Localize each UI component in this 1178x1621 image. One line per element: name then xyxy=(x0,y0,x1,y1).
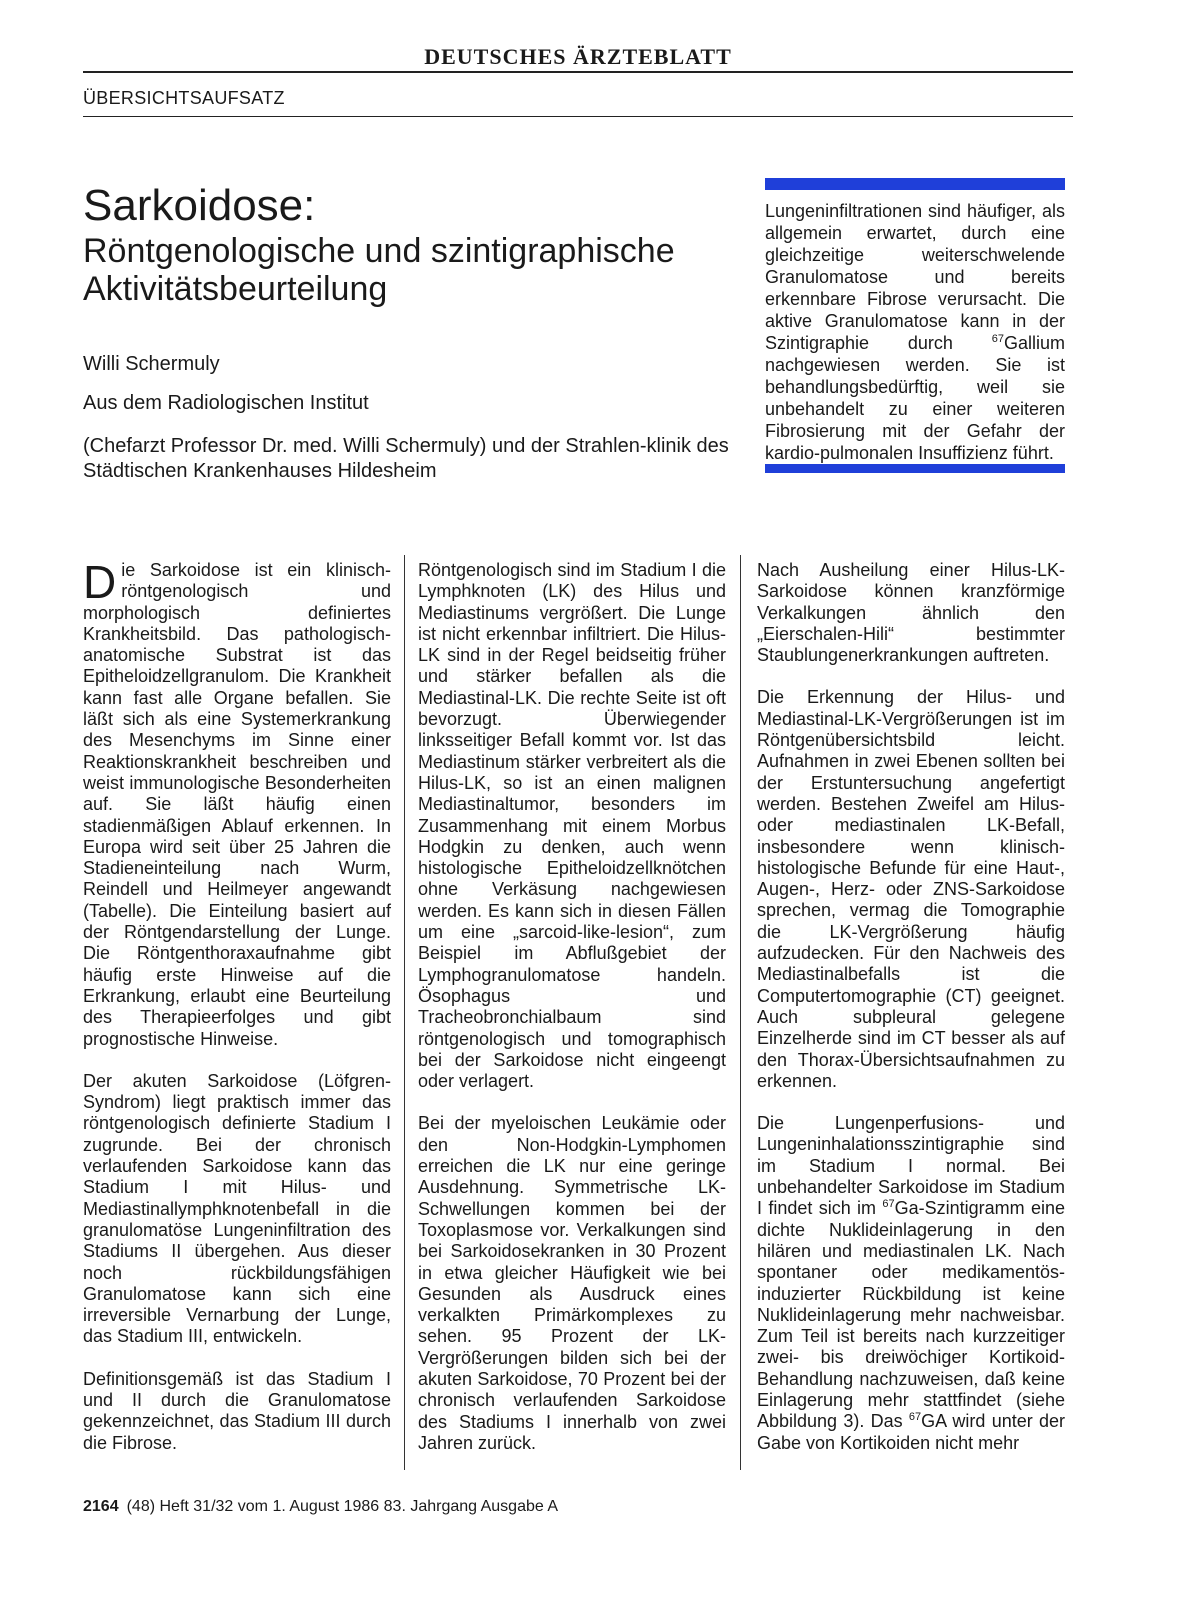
section-rule xyxy=(83,116,1073,117)
masthead-rule xyxy=(83,71,1073,73)
paragraph xyxy=(83,556,391,1050)
paragraph: Nach Ausheilung einer Hilus-LK-Sarkoidose können kranzförmige Verkalkungen ähnlich den „Eierschalen-Hili“ bestimmter Staublungenerkrankungen auftreten. xyxy=(757,560,1065,666)
paragraph: Definitionsgemäß ist das Stadium I und II durch die Granulomatose gekennzeichnet, das Stadium III durch die Fibrose. xyxy=(83,1368,391,1453)
abstract xyxy=(765,200,1065,464)
body-column-1 xyxy=(83,556,391,1475)
paragraph: Röntgenologisch sind im Stadium I die Lymphknoten (LK) des Hilus und Mediastinums vergrößert. Die Lunge ist nicht erkennbar infiltriert. Die Hilus-LK sind in der Regel beidseitig früher und stärker befallen als die Mediastinal-LK. Die rechte Seite ist oft bevorzugt. Überwiegender linksseitiger Befall kommt vor. Ist das Mediastinum stärker verbreitert als die Hilus-LK, so ist an einen malignen Mediastinaltumor, besonders im Zusammenhang mit einem Morbus Hodgkin zu denken, auch wenn histologische Epitheloidzellknötchen ohne Verkäsung nachgewiesen werden. Es kann sich in diesen Fällen um eine „sarcoid-like-lesion“, zum Beispiel im Abflußgebiet der Lymphogranulomatose handeln. Ösophagus und Tracheobronchialbaum sind röntgenologisch und tomographisch bei der Sarkoidose nicht eingeengt oder verlagert. xyxy=(418,560,726,1092)
article-title: Sarkoidose: xyxy=(83,181,316,230)
page-number: 2164 xyxy=(83,1498,119,1515)
paragraph-text: ie Sarkoidose ist ein klinisch-röntgenologisch und morphologisch definiertes Krankheitsbild. Das pathologisch-anatomische Substrat ist das Epitheloidzellgranulom. Die Krankheit kann fast alle Organe befallen. Sie läßt sich als eine Systemerkrankung des Mesenchyms im Sinne einer Reaktionskrankheit beschreiben und weist immunologische Besonderheiten auf. Sie läßt häufig einen stadienmäßigen Ablauf erkennen. In Europa wird seit über 25 Jahren die Stadieneinteilung nach Wurm, Reindell und Heilmeyer angewandt (Tabelle). Die Einteilung basiert auf der Röntgendarstellung der Lunge. Die Röntgenthoraxaufnahme gibt häufig erste Hinweise auf die Erkrankung, erlaubt eine Beurteilung des Therapieerfolges und gibt prognostische Hinweise. xyxy=(83,560,391,1049)
section-label: ÜBERSICHTSAUFSATZ xyxy=(83,88,285,108)
page-footer xyxy=(83,1498,558,1516)
paragraph: Der akuten Sarkoidose (Löfgren-Syndrom) liegt praktisch immer das röntgenologisch definierte Stadium I zugrunde. Bei der chronisch verlaufenden Sarkoidose kann das Stadium I mit Hilus- und Mediastinallymphknotenbefall in die granulomatöse Lungeninfiltration des Stadiums II übergehen. Aus dieser noch rückbildungsfähigen Granulomatose kann sich eine irreversible Vernarbung der Lunge, das Stadium III, entwickeln. xyxy=(83,1070,391,1347)
paragraph-text: Die Lungenperfusions- und Lungeninhalationsszintigraphie sind im Stadium I normal. Bei unbehandelter Sarkoidose im Stadium I findet sich im xyxy=(757,1113,1065,1219)
masthead: DEUTSCHES ÄRZTEBLATT xyxy=(424,44,732,69)
abstract-bottom-bar xyxy=(765,464,1065,473)
body-column-2 xyxy=(418,560,726,1475)
article-subtitle: Röntgenologische und szintigraphische Aktivitätsbeurteilung xyxy=(83,232,675,308)
institution-line-2: (Chefarzt Professor Dr. med. Willi Schermuly) und der Strahlen-klinik des Städtischen Krankenhauses Hildesheim xyxy=(83,435,729,482)
paragraph: Die Erkennung der Hilus- und Mediastinal-LK-Vergrößerungen ist im Röntgenübersichtsbild leicht. Aufnahmen in zwei Ebenen sollten bei der Erstuntersuchung angefertigt werden. Bestehen Zweifel am Hilus- oder mediastinalen LK-Befall, insbesondere wenn klinisch-histologische Befunde für eine Haut-, Augen-, Herz- oder ZNS-Sarkoidose sprechen, vermag die Tomographie die LK-Vergrößerung häufig aufzudecken. Für den Nachweis des Mediastinalbefalls ist die Computertomographie (CT) geeignet. Auch subpleural gelegene Einzelherde sind im CT besser als auf den Thorax-Übersichtsaufnahmen zu erkennen. xyxy=(757,687,1065,1091)
superscript: 67 xyxy=(908,1411,922,1424)
issue-info: (48) Heft 31/32 vom 1. August 1986 83. Jahrgang Ausgabe A xyxy=(126,1498,559,1515)
drop-cap: D xyxy=(83,556,117,608)
institution-line-1: Aus dem Radiologischen Institut xyxy=(83,392,369,414)
paragraph: Bei der myeloischen Leukämie oder den Non-Hodgkin-Lymphomen erreichen die LK nur eine geringe Ausdehnung. Symmetrische LK-Schwellungen kommen bei der Toxoplasmose vor. Verkalkungen sind bei Sarkoidosekranken in 30 Prozent in etwa gleicher Häufigkeit wie bei Gesunden als Ausdruck eines verkalkten Primärkomplexes zu sehen. 95 Prozent der LK-Vergrößerungen bilden sich bei der akuten Sarkoidose, 70 Prozent bei der chronisch verlaufenden Sarkoidose des Stadiums I innerhalb von zwei Jahren zurück. xyxy=(418,1113,726,1453)
abstract-text-a: Lungeninfiltrationen sind häufiger, als allgemein erwartet, durch eine gleichzeitige weiterschwelende Granulomatose und bereits erkennbare Fibrose verursacht. Die aktive Granulomatose kann in der Szintigraphie durch xyxy=(765,201,1065,353)
abstract-top-bar xyxy=(765,178,1065,190)
author-name: Willi Schermuly xyxy=(83,353,220,375)
paragraph-text: GA wird unter der Gabe von Kortikoiden nicht mehr xyxy=(757,1411,1065,1453)
superscript: 67 xyxy=(882,1198,895,1211)
abstract-sup: 67 xyxy=(991,333,1004,345)
body-column-3 xyxy=(757,560,1065,1475)
column-divider-1 xyxy=(404,555,405,1470)
paragraph xyxy=(757,1113,1065,1454)
abstract-text-b: Gallium nachgewiesen werden. Sie ist behandlungsbedürftig, weil sie unbehandelt zu einer weiteren Fibrosierung mit der Gefahr der kardio-pulmonalen Insuffizienz führt. xyxy=(765,333,1065,463)
column-divider-2 xyxy=(740,555,741,1470)
paragraph-text: Ga-Szintigramm eine dichte Nuklideinlagerung in den hilären und mediastinalen LK. Nach spontaner oder medikamentös-induzierter Rückbildung ist keine Nuklideinlagerung mehr nachweisbar. Zum Teil ist bereits nach kurzzeitiger zwei- bis dreiwöchiger Kortikoid-Behandlung nachzuweisen, daß keine Einlagerung mehr stattfindet (siehe Abbildung 3). Das xyxy=(757,1198,1065,1432)
